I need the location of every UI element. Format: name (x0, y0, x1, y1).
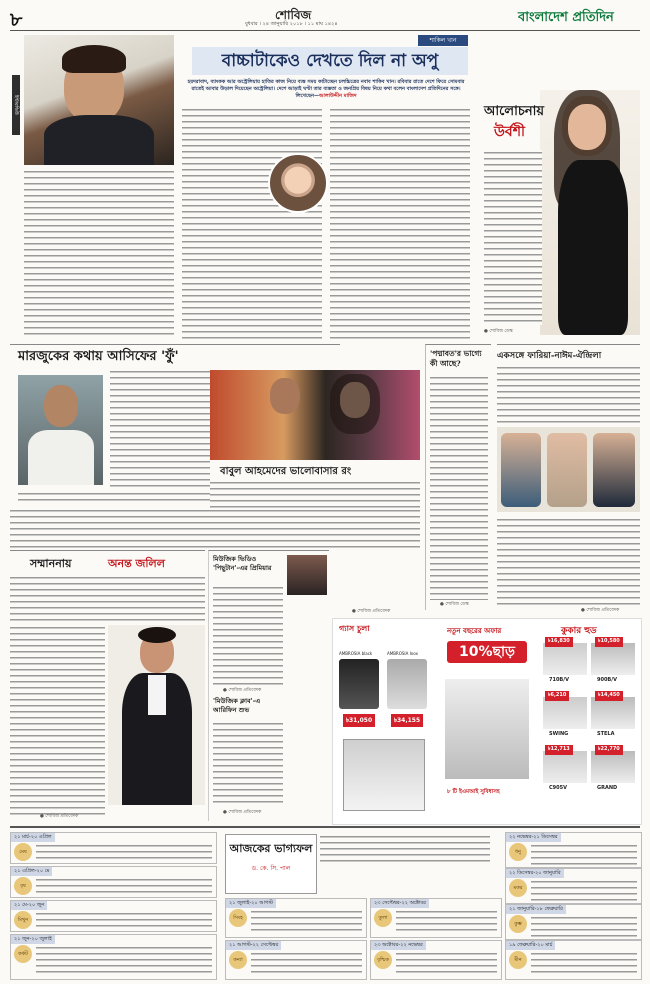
faria-text-2 (497, 517, 640, 605)
horoscope-item (10, 832, 217, 864)
horoscope-range: ১৯ ফেব্রুয়ারি-২০ মার্চ (506, 941, 555, 950)
urvashi-text (484, 150, 542, 325)
horoscope-range: ২১ মার্চ-২০ এপ্রিল (11, 833, 55, 842)
music-story (208, 550, 329, 821)
lead-photo-shakib (24, 35, 174, 165)
horoscope-text (36, 945, 212, 977)
ad-gas (333, 619, 433, 824)
music-text (213, 585, 283, 685)
padmabati-headline: 'পদ্মাবত'র ভাগ্যে কী আছে? (430, 349, 482, 368)
ad-offer-note: ৮ টি ইএমআই সুবিধাসহ (447, 789, 500, 795)
ad-hood-model-5: C905V (549, 785, 567, 791)
music-text-2 (213, 721, 283, 806)
music-credit-2: ● শোবিজ প্রতিবেদক (223, 810, 262, 815)
horoscope-item (10, 900, 217, 932)
ad-hood (539, 619, 639, 824)
zodiac-sign-icon: মেষ (14, 843, 32, 861)
ananta-headline-2: অনন্ত জলিল (108, 557, 165, 570)
horoscope-intro (320, 834, 490, 864)
music-photo (287, 555, 327, 595)
horoscope-range: ২১ আগস্ট-২২ সেপ্টেম্বর (226, 941, 281, 950)
ad-gas-model-2: AMBROSIA Inox (387, 651, 418, 656)
horoscope-range: ২২ নভেম্বর-২১ ডিসেম্বর (506, 833, 561, 842)
horoscope-range: ২১ জুলাই-২০ আগস্ট (226, 899, 276, 908)
ad-hood-price-4: ৳14,450 (595, 691, 623, 701)
zodiac-sign-icon: কর্কট (14, 945, 32, 963)
ad-offer-discount: 10%ছাড় (447, 641, 527, 663)
ad-hood-model-3: SWING (549, 731, 569, 737)
masthead (10, 6, 640, 31)
horoscope-section (10, 826, 640, 980)
ad-hood-price-3: ৳6,210 (545, 691, 569, 701)
horoscope-range: ২১ এপ্রিল-২০ মে (11, 867, 52, 876)
horoscope-text (251, 909, 362, 935)
horoscope-title-box (225, 834, 317, 894)
ananta-credit: ● শোবিজ প্রতিবেদক (40, 814, 79, 819)
zodiac-sign-icon: তুলা (374, 909, 392, 927)
asif-text-1 (110, 369, 210, 489)
babul-text-cont (10, 508, 420, 548)
ad-hood-price-1: ৳16,830 (545, 637, 573, 647)
horoscope-item (10, 934, 217, 980)
urvashi-headline-1: আলোচনায় (484, 104, 545, 119)
horoscope-title: আজকের ভাগ্যফল (229, 842, 313, 855)
horoscope-text (396, 909, 497, 935)
ananta-text-top (10, 575, 205, 623)
urvashi-headline-2: উর্বশী (494, 124, 525, 140)
lead-photo-child (268, 153, 328, 213)
padmabati-text (430, 375, 488, 600)
zodiac-sign-icon: মিথুন (14, 911, 32, 929)
horoscope-item (505, 904, 642, 940)
ad-gas-price-1: ৳31,050 (343, 714, 375, 727)
horoscope-text (531, 879, 637, 901)
horoscope-item (370, 940, 502, 980)
horoscope-range: ২১ জুন-২০ জুলাই (11, 935, 55, 944)
zodiac-sign-icon: বৃশ্চিক (374, 951, 392, 969)
ad-gas-brand: গ্যাস চুলা (339, 624, 370, 633)
babul-story (210, 370, 420, 510)
lead-col-1 (24, 169, 174, 337)
ad-hood-price-5: ৳12,713 (545, 745, 573, 755)
faria-credit: ● শোবিজ প্রতিবেদক (581, 608, 620, 613)
faria-text (497, 365, 640, 423)
lead-story (10, 35, 470, 340)
ananta-headline-1: সম্মাননায় (30, 557, 72, 570)
zodiac-sign-icon: সিংহ (229, 909, 247, 927)
ad-hood-price-2: ৳10,580 (595, 637, 623, 647)
date-line: বুধবার । ২৪ জানুয়ারি ২০১৮ । ১১ মাঘ ১৪২৪ (245, 21, 338, 27)
music-credit: ● শোবিজ প্রতিবেদক (223, 688, 262, 693)
zodiac-sign-icon: কন্যা (229, 951, 247, 969)
lead-byline: শাকিল খান (418, 35, 468, 46)
babul-credit: ● শোবিজ প্রতিবেদক (352, 609, 391, 614)
horoscope-item (505, 832, 642, 868)
ananta-photo (108, 625, 205, 805)
horoscope-text (531, 843, 637, 865)
asif-photo (18, 375, 103, 485)
zodiac-sign-icon: মীন (509, 951, 527, 969)
horoscope-range: ২৩ সেপ্টেম্বর-২২ অক্টোবর (371, 899, 429, 908)
ad-hood-model-6: GRAND (597, 785, 618, 791)
ad-hood-brand: কুকার হুড (561, 626, 597, 636)
urvashi-story (480, 90, 640, 340)
faria-photos (497, 427, 640, 512)
zodiac-sign-icon: মকর (509, 879, 527, 897)
lead-intro: হয়দরাবাদ, ব্যাংকক আর অস্ট্রেলিয়ায় হাতির কাজ নিয়ে ব্যস্ত সময় কাটাচ্ছেন চলচ্চিত্রের নবাব শাকিব খান। রবিবার রাতে দেশে ফিরে সোমবার রাতেই আবার উড়াল দিয়েছেন অস্ট্রেলিয়া। দেশে আড়াই ঘণ্টা তার ব্যস্ততা ও জনপ্রিয় বিষয় নিয়ে কথা বলেন বাংলাদেশ প্রতিদিনের সঙ্গে। লিখেছেন—আলাউদ্দীন মাজিদ (187, 79, 465, 99)
ad-offer-title: নতুন বছরের অফার (447, 627, 502, 635)
ad-hood-price-6: ৳22,770 (595, 745, 623, 755)
faria-headline: একসঙ্গে ফারিয়া-নাঈম-ঐন্দ্রিলা (497, 351, 602, 361)
music-headline: মিউজিক ভিডিও 'পিছুটান'-এর প্রিমিয়ার (213, 555, 272, 572)
horoscope-range: ২১ জানুয়ারি-১৮ ফেব্রুয়ারি (506, 905, 566, 914)
lead-vertical-tag: ইন্টারভিউ (12, 75, 20, 135)
urvashi-photo (540, 90, 640, 335)
ad-hood-model-1: 710B/V (549, 677, 569, 683)
page-number: ৮ (10, 9, 23, 31)
padmabati-story (425, 344, 491, 610)
paper-name: বাংলাদেশ প্রতিদিন (518, 10, 614, 25)
asif-headline: মারজুকের কথায় আসিফের 'ফুঁ' (18, 349, 179, 364)
horoscope-item (225, 940, 367, 980)
zodiac-sign-icon: কুম্ভ (509, 915, 527, 933)
lead-headline: বাচ্চাটাকেও দেখতে দিল না অপু (192, 47, 468, 75)
horoscope-item (505, 868, 642, 904)
horoscope-item (370, 898, 502, 938)
horoscope-text (36, 843, 212, 861)
horoscope-author: ড. কে. সি. পাল (251, 865, 291, 872)
horoscope-text (531, 951, 637, 977)
ad-offer (437, 619, 537, 824)
horoscope-item (505, 940, 642, 980)
faria-story (497, 344, 640, 615)
ad-hood-model-2: 900B/V (597, 677, 617, 683)
horoscope-text (396, 951, 497, 977)
lead-col-2 (182, 107, 322, 339)
lead-col-3 (330, 107, 470, 339)
horoscope-item (225, 898, 367, 938)
babul-photo (210, 370, 420, 460)
section-title: শোবিজ (275, 8, 312, 22)
horoscope-item (10, 866, 217, 898)
padmabati-credit: ● শোবিজ ডেস্ক (440, 602, 469, 607)
horoscope-text (251, 951, 362, 977)
horoscope-range: ২১ মে-২০ জুন (11, 901, 47, 910)
zodiac-sign-icon: ধনু (509, 843, 527, 861)
zodiac-sign-icon: বৃষ (14, 877, 32, 895)
horoscope-range: ২২ ডিসেম্বর-২০ জানুয়ারি (506, 869, 564, 878)
ad-block (332, 618, 642, 825)
urvashi-credit: ● শোবিজ ডেস্ক (484, 329, 513, 334)
music-headline-2: 'মিউজিক ক্লাব'-এ আরিফিন শুভ (213, 697, 261, 714)
horoscope-range: ২৩ অক্টোবর-২২ নভেম্বর (371, 941, 426, 950)
babul-headline: বাবুল আহমেদের ভালোবাসার রং (220, 466, 352, 477)
ananta-story (10, 550, 205, 821)
ad-gas-price-2: ৳34,155 (391, 714, 423, 727)
ad-gas-model-1: AMBROSIA black (339, 651, 373, 656)
horoscope-text (36, 877, 212, 895)
ananta-text (10, 625, 105, 815)
ad-hood-model-4: STELA (597, 731, 615, 737)
horoscope-text (36, 911, 212, 929)
horoscope-text (531, 915, 637, 937)
